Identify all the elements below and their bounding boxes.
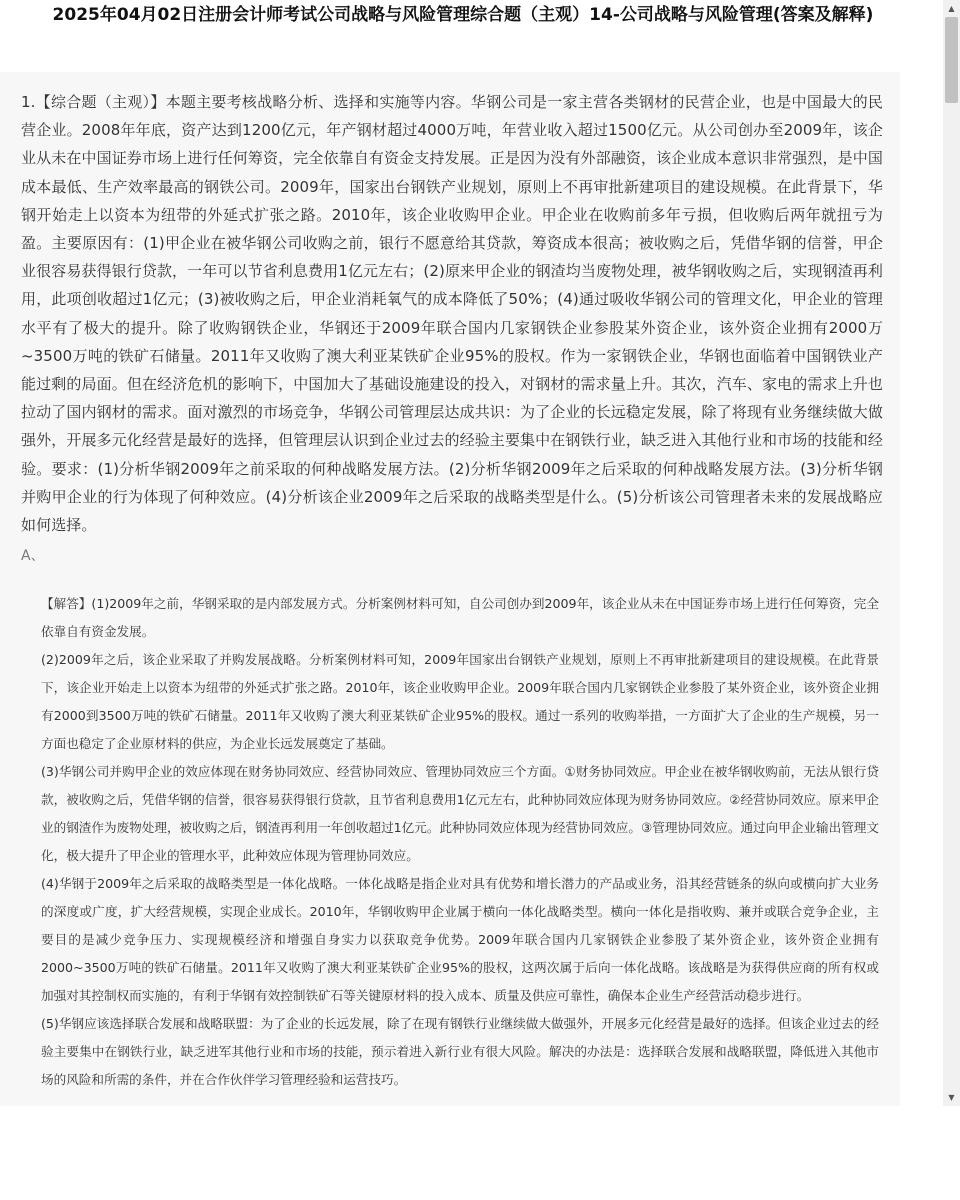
analysis-paragraph-3: (3)华钢公司并购甲企业的效应体现在财务协同效应、经营协同效应、管理协同效应三个方面。①财务协同效应。甲企业在被华钢收购前，无法从银行贷款，被收购之后，凭借华钢的信誉，很容易获得银行贷款，且节省利息费用1亿元左右，此种协同效应体现为财务协同效应。②经营协同效应。原来甲企业的钢渣作为废物处理，被收购之后，钢渣再利用一年创收超过1亿元。此种协同效应体现为经营协同效应。③管理协同效应。通过向甲企业输出管理文化，极大提升了甲企业的管理水平，此种效应体现为管理协同效应。 [41, 764, 879, 863]
question-card [0, 72, 900, 1106]
analysis-paragraph-5: (5)华钢应该选择联合发展和战略联盟：为了企业的长远发展，除了在现有钢铁行业继续做大做强外，开展多元化经营是最好的选择。但该企业过去的经验主要集中在钢铁行业，缺乏进军其他行业和市场的技能，预示着进入新行业有很大风险。解决的办法是：选择联合发展和战略联盟，降低进入其他市场的风险和所需的条件，并在合作伙伴学习管理经验和运营技巧。 [41, 1016, 879, 1087]
analysis-paragraph-2: (2)2009年之后，该企业采取了并购发展战略。分析案例材料可知，2009年国家出台钢铁产业规划，原则上不再审批新建项目的建设规模。在此背景下，该企业开始走上以资本为纽带的外延式扩张之路。2010年，该企业收购甲企业。2009年联合国内几家钢铁企业参股了某外资企业，该外资企业拥有2000到3500万吨的铁矿石储量。2011年又收购了澳大利亚某铁矿企业95%的股权。通过一系列的收购举措，一方面扩大了企业的生产规模，另一方面也稳定了企业原材料的供应，为企业长远发展奠定了基础。 [41, 652, 879, 751]
scroll-down-arrow-icon[interactable]: ▼ [948, 1093, 955, 1102]
scrollbar-thumb[interactable] [945, 17, 958, 103]
analysis-paragraph-4: (4)华钢于2009年之后采取的战略类型是一体化战略。一体化战略是指企业对具有优势和增长潜力的产品或业务，沿其经营链条的纵向或横向扩大业务的深度或广度，扩大经营规模，实现企业成长。2010年，华钢收购甲企业属于横向一体化战略类型。横向一体化是指收购、兼并或联合竞争企业，主要目的是减少竞争压力、实现规模经济和增强自身实力以获取竞争优势。2009年联合国内几家钢铁企业参股了某外资企业，该外资企业拥有2000~3500万吨的铁矿石储量。2011年又收购了澳大利亚某铁矿企业95%的股权，这两次属于后向一体化战略。该战略是为获得供应商的所有权或加强对其控制权而实施的，有利于华钢有效控制铁矿石等关键原材料的投入成本、质量及供应可靠性，确保本企业生产经营活动稳步进行。 [41, 876, 879, 1003]
vertical-scrollbar[interactable] [943, 0, 960, 1106]
analysis-paragraph-1: 【解答】(1)2009年之前，华钢采取的是内部发展方式。分析案例材料可知，自公司创办到2009年，该企业从未在中国证券市场上进行任何筹资，完全依靠自有资金发展。 [41, 596, 879, 639]
answer-analysis [41, 590, 879, 1094]
scroll-up-arrow-icon[interactable]: ▲ [948, 4, 955, 13]
option-a-label[interactable]: A、 [21, 548, 45, 564]
page-title: 2025年04月02日注册会计师考试公司战略与风险管理综合题（主观）14-公司战略与风险管理(答案及解释) [52, 5, 874, 25]
question-text: 1.【综合题（主观）】本题主要考核战略分析、选择和实施等内容。华钢公司是一家主营各类钢材的民营企业，也是中国最大的民营企业。2008年年底，资产达到1200亿元，年产钢材超过4000万吨，年营业收入超过1500亿元。从公司创办至2009年，该企业从未在中国证券市场上进行任何筹资，完全依靠自有资金支持发展。正是因为没有外部融资，该企业成本意识非常强烈，是中国成本最低、生产效率最高的钢铁公司。2009年，国家出台钢铁产业规划，原则上不再审批新建项目的建设规模。在此背景下，华钢开始走上以资本为纽带的外延式扩张之路。2010年，该企业收购甲企业。甲企业在收购前多年亏损，但收购后两年就扭亏为盈。主要原因有：(1)甲企业在被华钢公司收购之前，银行不愿意给其贷款，筹资成本很高；被收购之后，凭借华钢的信誉，甲企业很容易获得银行贷款，一年可以节省利息费用1亿元左右；(2)原来甲企业的钢渣均当废物处理，被华钢收购之后，实现钢渣再利用，此项创收超过1亿元；(3)被收购之后，甲企业消耗氧气的成本降低了50%；(4)通过吸收华钢公司的管理文化，甲企业的管理水平有了极大的提升。除了收购钢铁企业，华钢还于2009年联合国内几家钢铁企业参股某外资企业，该外资企业拥有2000万~3500万吨的铁矿石储量。2011年又收购了澳大利亚某铁矿企业95%的股权。作为一家钢铁企业，华钢也面临着中国钢铁业产能过剩的局面。但在经济危机的影响下，中国加大了基础设施建设的投入，对钢材的需求量上升。其次，汽车、家电的需求上升也拉动了国内钢材的需求。面对激烈的市场竞争，华钢公司管理层达成共识：为了企业的长远稳定发展，除了将现有业务继续做大做强外，开展多元化经营是最好的选择，但管理层认识到企业过去的经验主要集中在钢铁行业，缺乏进入其他行业和市场的技能和经验。要求：(1)分析华钢2009年之前采取的何种战略发展方法。(2)分析华钢2009年之后采取的何种战略发展方法。(3)分析华钢并购甲企业的行为体现了何种效应。(4)分析该企业2009年之后采取的战略类型是什么。(5)分析该公司管理者未来的发展战略应如何选择。 [21, 93, 883, 535]
